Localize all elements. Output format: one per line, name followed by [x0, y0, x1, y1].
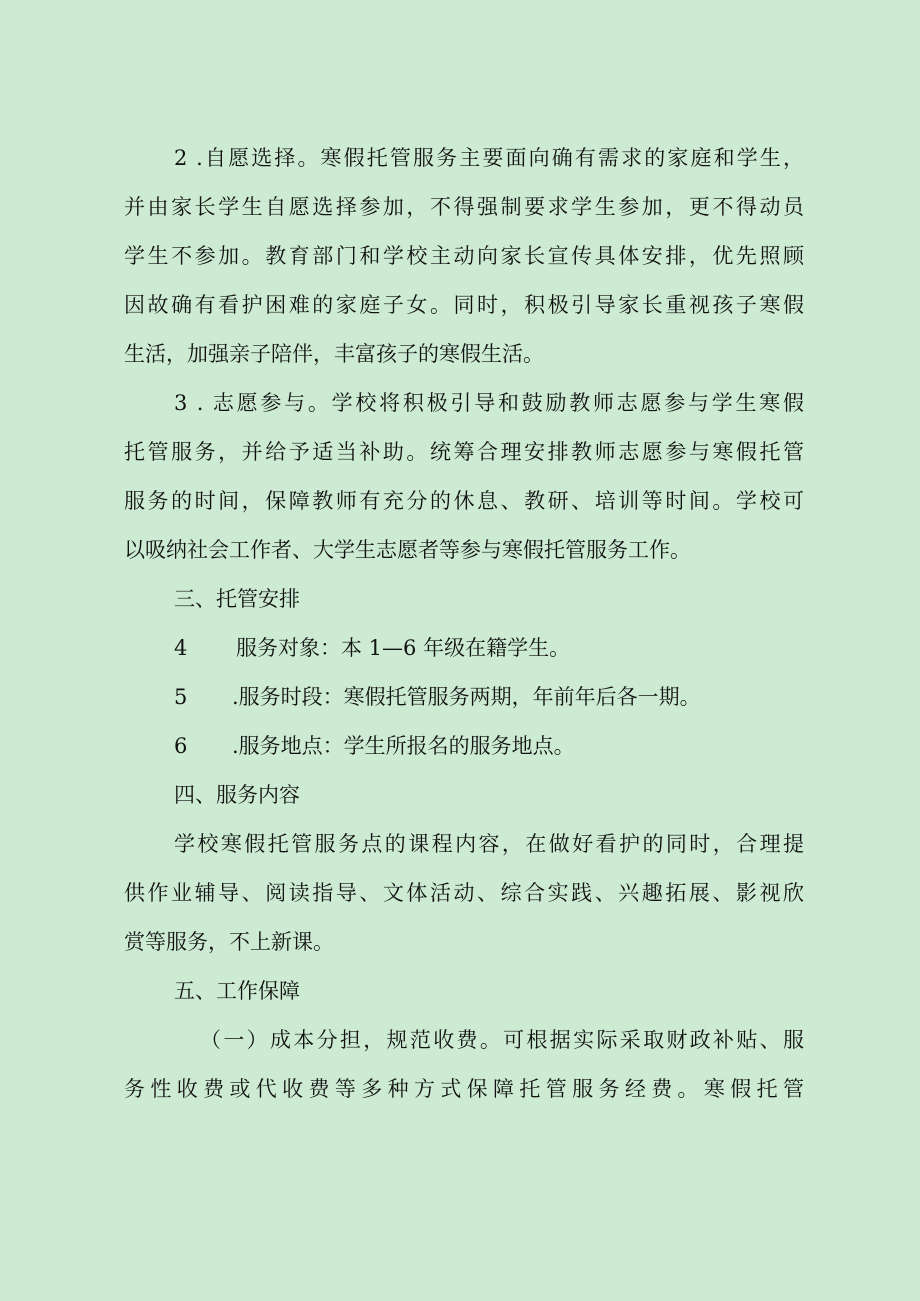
- paragraph-2-line-2: 并由家长学生自愿选择参加，不得强制要求学生参加，更不得动员: [124, 195, 804, 219]
- section-5-heading: 五、工作保障: [174, 979, 300, 1003]
- arrangement-item-3-text: .服务地点：学生所报名的服务地点。: [232, 734, 575, 758]
- paragraph-2-line-4: 因故确有看护困难的家庭子女。同时，积极引导家长重视孩子寒假: [124, 293, 804, 317]
- arrangement-item-1-number: 4: [174, 636, 188, 660]
- section-3-heading: 三、托管安排: [174, 587, 300, 611]
- section-4-heading: 四、服务内容: [174, 783, 300, 807]
- paragraph-3-line-1: 3 . 志愿参与。学校将积极引导和鼓励教师志愿参与学生寒假: [174, 391, 804, 415]
- arrangement-item-2-number: 5: [174, 685, 188, 709]
- paragraph-2-line-5: 生活，加强亲子陪伴，丰富孩子的寒假生活。: [124, 342, 544, 366]
- service-content-line-2: 供作业辅导、阅读指导、文体活动、综合实践、兴趣拓展、影视欣: [124, 881, 804, 905]
- paragraph-3-line-2: 托管服务，并给予适当补助。统筹合理安排教师志愿参与寒假托管: [124, 440, 804, 464]
- guarantee-1-line-1: （一）成本分担，规范收费。可根据实际采取财政补贴、服: [200, 1028, 804, 1052]
- paragraph-3-line-4: 以吸纳社会工作者、大学生志愿者等参与寒假托管服务工作。: [124, 538, 691, 562]
- guarantee-1-line-2: 务性收费或代收费等多种方式保障托管服务经费。寒假托管: [124, 1077, 804, 1101]
- paragraph-2-line-3: 学生不参加。教育部门和学校主动向家长宣传具体安排，优先照顾: [124, 244, 804, 268]
- service-content-line-3: 赏等服务，不上新课。: [124, 930, 334, 954]
- arrangement-item-3-number: 6: [174, 734, 188, 758]
- service-content-line-1: 学校寒假托管服务点的课程内容，在做好看护的同时，合理提: [174, 832, 804, 856]
- paragraph-3-line-3: 服务的时间，保障教师有充分的休息、教研、培训等时间。学校可: [124, 489, 804, 513]
- paragraph-2-line-1: 2 .自愿选择。寒假托管服务主要面向确有需求的家庭和学生，: [174, 146, 804, 170]
- arrangement-item-2-text: .服务时段：寒假托管服务两期，年前年后各一期。: [232, 685, 701, 709]
- arrangement-item-1-text: 服务对象：本 1—6 年级在籍学生。: [236, 636, 571, 660]
